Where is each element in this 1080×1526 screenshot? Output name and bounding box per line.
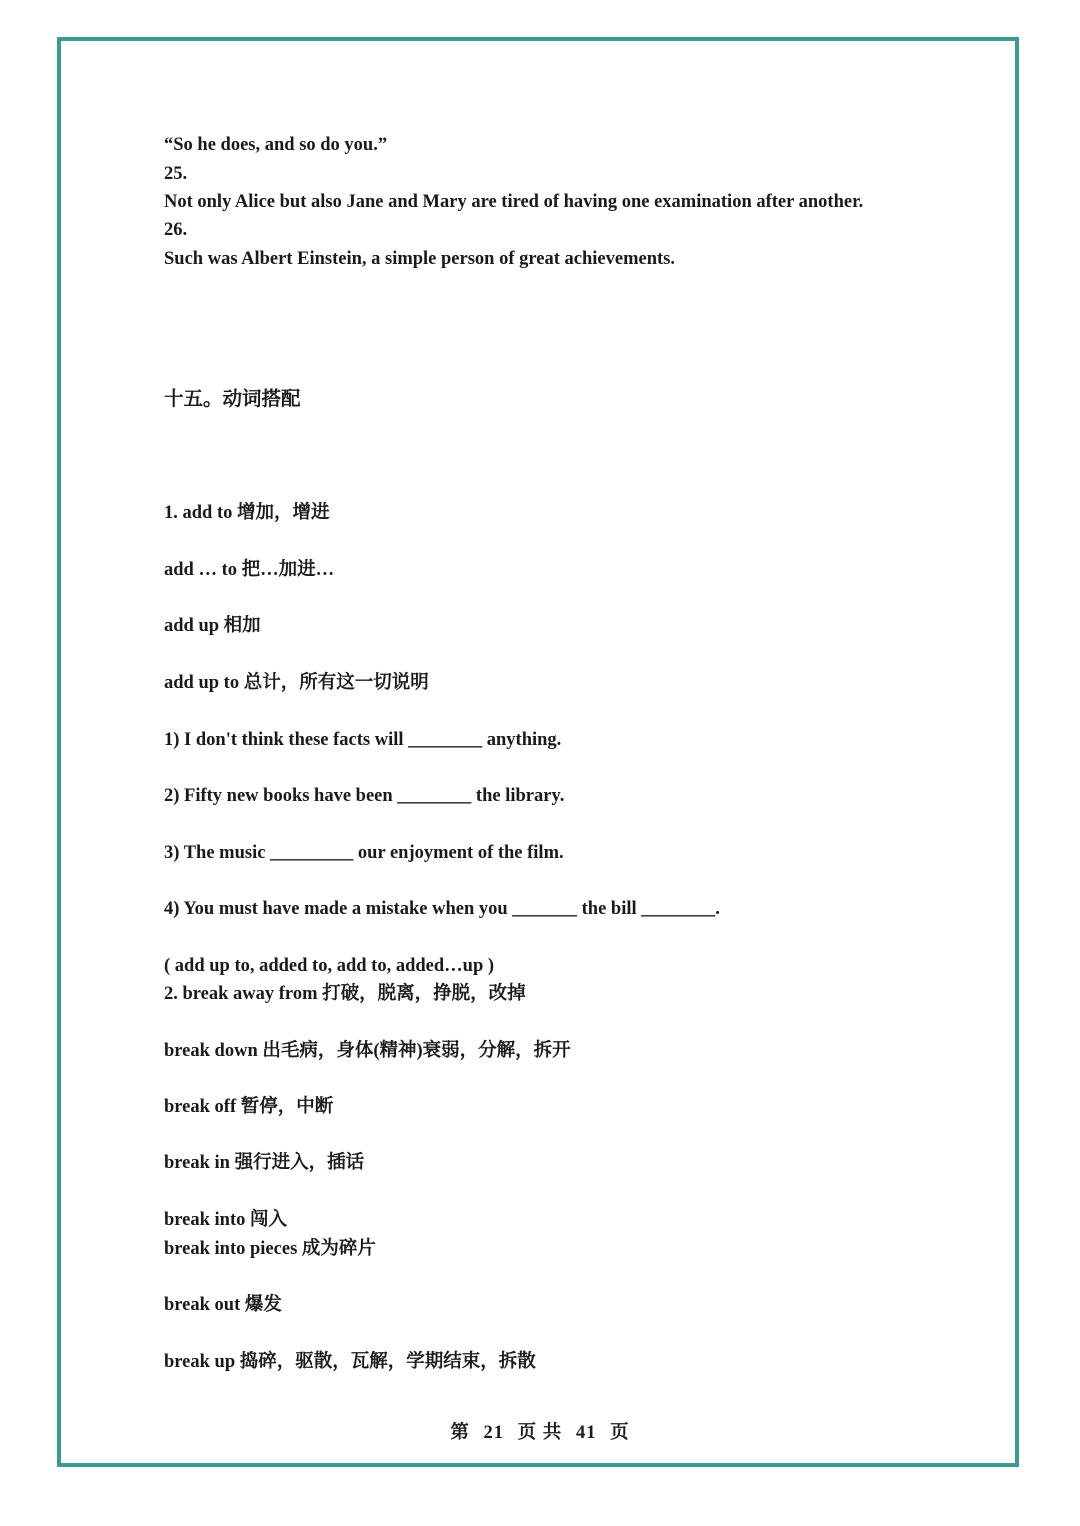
phrase-break-down: break down 出毛病，身体(精神)衰弱，分解，拆开 bbox=[164, 1041, 571, 1061]
exercise-3: 3) The music _________ our enjoyment of the film. bbox=[164, 843, 564, 863]
dialogue-line: “So he does, and so do you.” bbox=[164, 135, 388, 155]
phrase-add-to: 1. add to 增加，增进 bbox=[164, 503, 330, 523]
item-number-25: 25. bbox=[164, 164, 188, 184]
footer-total-pages: 41 bbox=[575, 1423, 597, 1443]
phrase-break-in: break in 强行进入，插话 bbox=[164, 1153, 365, 1173]
phrase-break-off: break off 暂停，中断 bbox=[164, 1097, 334, 1117]
phrase-break-into: break into 闯入 bbox=[164, 1210, 288, 1230]
phrase-add-to-object: add … to 把…加进… bbox=[164, 560, 335, 580]
phrase-add-up: add up 相加 bbox=[164, 616, 261, 636]
section-heading: 十五。动词搭配 bbox=[164, 389, 301, 410]
answer-25: Not only Alice but also Jane and Mary are tired of having one examination after another. bbox=[164, 192, 864, 212]
footer-middle: 页 共 bbox=[517, 1423, 563, 1443]
exercise-2: 2) Fifty new books have been ________ the library. bbox=[164, 786, 565, 806]
footer-page-number: 21 bbox=[483, 1423, 505, 1443]
phrase-add-up-to: add up to 总计，所有这一切说明 bbox=[164, 673, 429, 693]
answer-26: Such was Albert Einstein, a simple person of great achievements. bbox=[164, 249, 675, 269]
page-footer bbox=[0, 1418, 1080, 1444]
item-number-26: 26. bbox=[164, 220, 188, 240]
exercise-options: ( add up to, added to, add to, added…up ) bbox=[164, 956, 495, 976]
phrase-break-away-from: 2. break away from 打破，脱离，挣脱，改掉 bbox=[164, 984, 526, 1004]
phrase-break-up: break up 捣碎，驱散，瓦解，学期结束，拆散 bbox=[164, 1352, 536, 1372]
phrase-break-out: break out 爆发 bbox=[164, 1295, 282, 1315]
exercise-1: 1) I don't think these facts will ________ anything. bbox=[164, 730, 562, 750]
footer-prefix: 第 bbox=[450, 1423, 470, 1443]
phrase-break-into-pieces: break into pieces 成为碎片 bbox=[164, 1239, 376, 1259]
exercise-4: 4) You must have made a mistake when you _______ the bill ________. bbox=[164, 899, 720, 919]
footer-suffix: 页 bbox=[610, 1423, 630, 1443]
